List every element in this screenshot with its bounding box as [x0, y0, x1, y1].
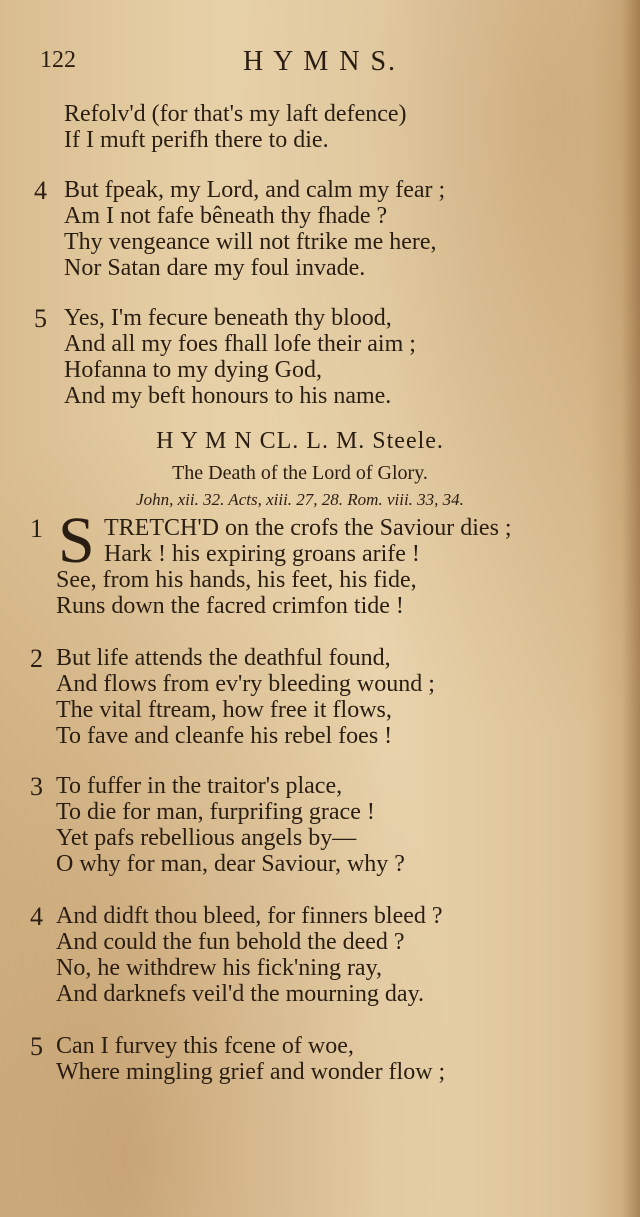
verse-line: Hofanna to my dying God,: [64, 357, 322, 383]
verse-line: Where mingling grief and wonder flow ;: [56, 1059, 446, 1085]
verse-line: And flows from ev'ry bleeding wound ;: [56, 671, 435, 697]
stanza-number: 4: [30, 902, 43, 931]
stanza-number: 5: [30, 1032, 43, 1061]
verse-line: To fuffer in the traitor's place,: [56, 773, 343, 799]
page-edge-shadow: [622, 0, 640, 1217]
stanza-number: 1: [30, 514, 43, 543]
verse-line: And could the fun behold the deed ?: [56, 929, 405, 955]
verse-line: But fpeak, my Lord, and calm my fear ;: [64, 177, 446, 203]
verse-line: Thy vengeance will not ftrike me here,: [64, 229, 437, 255]
hymn-heading: H Y M N CL. L. M. Steele.: [156, 428, 444, 454]
page-number: 122: [40, 47, 76, 73]
verse-line: Can I furvey this fcene of woe,: [56, 1033, 354, 1059]
drop-cap: S: [58, 504, 95, 577]
stanza-number: 3: [30, 772, 43, 801]
verse-line: Yes, I'm fecure beneath thy blood,: [64, 305, 392, 331]
verse-line: If I muft perifh there to die.: [64, 127, 329, 153]
verse-line: Nor Satan dare my foul invade.: [64, 255, 366, 281]
verse-line: Yet pafs rebellious angels by—: [56, 825, 357, 851]
verse-line: And my beft honours to his name.: [64, 383, 392, 409]
stanza-number: 4: [34, 176, 47, 205]
verse-line: TRETCH'D on the crofs the Saviour dies ;: [104, 515, 512, 541]
verse-line: And didft thou bleed, for finners bleed ?: [56, 903, 443, 929]
verse-line: Refolv'd (for that's my laft defence): [64, 101, 407, 127]
scripture-references: John, xii. 32. Acts, xiii. 27, 28. Rom. viii. 33, 34.: [136, 490, 464, 509]
running-title: H Y M N S.: [242, 46, 398, 77]
verse-line: The vital ftream, how free it flows,: [56, 697, 392, 723]
verse-line: No, he withdrew his fick'ning ray,: [56, 955, 383, 981]
hymn-subtitle: The Death of the Lord of Glory.: [172, 462, 428, 484]
verse-line: And darknefs veil'd the mourning day.: [56, 981, 425, 1007]
verse-line: Hark ! his expiring groans arife !: [104, 541, 420, 567]
verse-line: Am I not fafe bêneath thy fhade ?: [64, 203, 388, 229]
verse-line: And all my foes fhall lofe their aim ;: [64, 331, 416, 357]
stanza-number: 5: [34, 304, 47, 333]
stanza-number: 2: [30, 644, 43, 673]
verse-line: See, from his hands, his feet, his fide,: [56, 567, 417, 593]
verse-line: To fave and cleanfe his rebel foes !: [56, 723, 393, 749]
verse-line: But life attends the deathful found,: [56, 645, 391, 671]
verse-line: O why for man, dear Saviour, why ?: [56, 851, 405, 877]
verse-line: To die for man, furprifing grace !: [56, 799, 375, 825]
verse-line: Runs down the facred crimfon tide !: [56, 593, 404, 619]
